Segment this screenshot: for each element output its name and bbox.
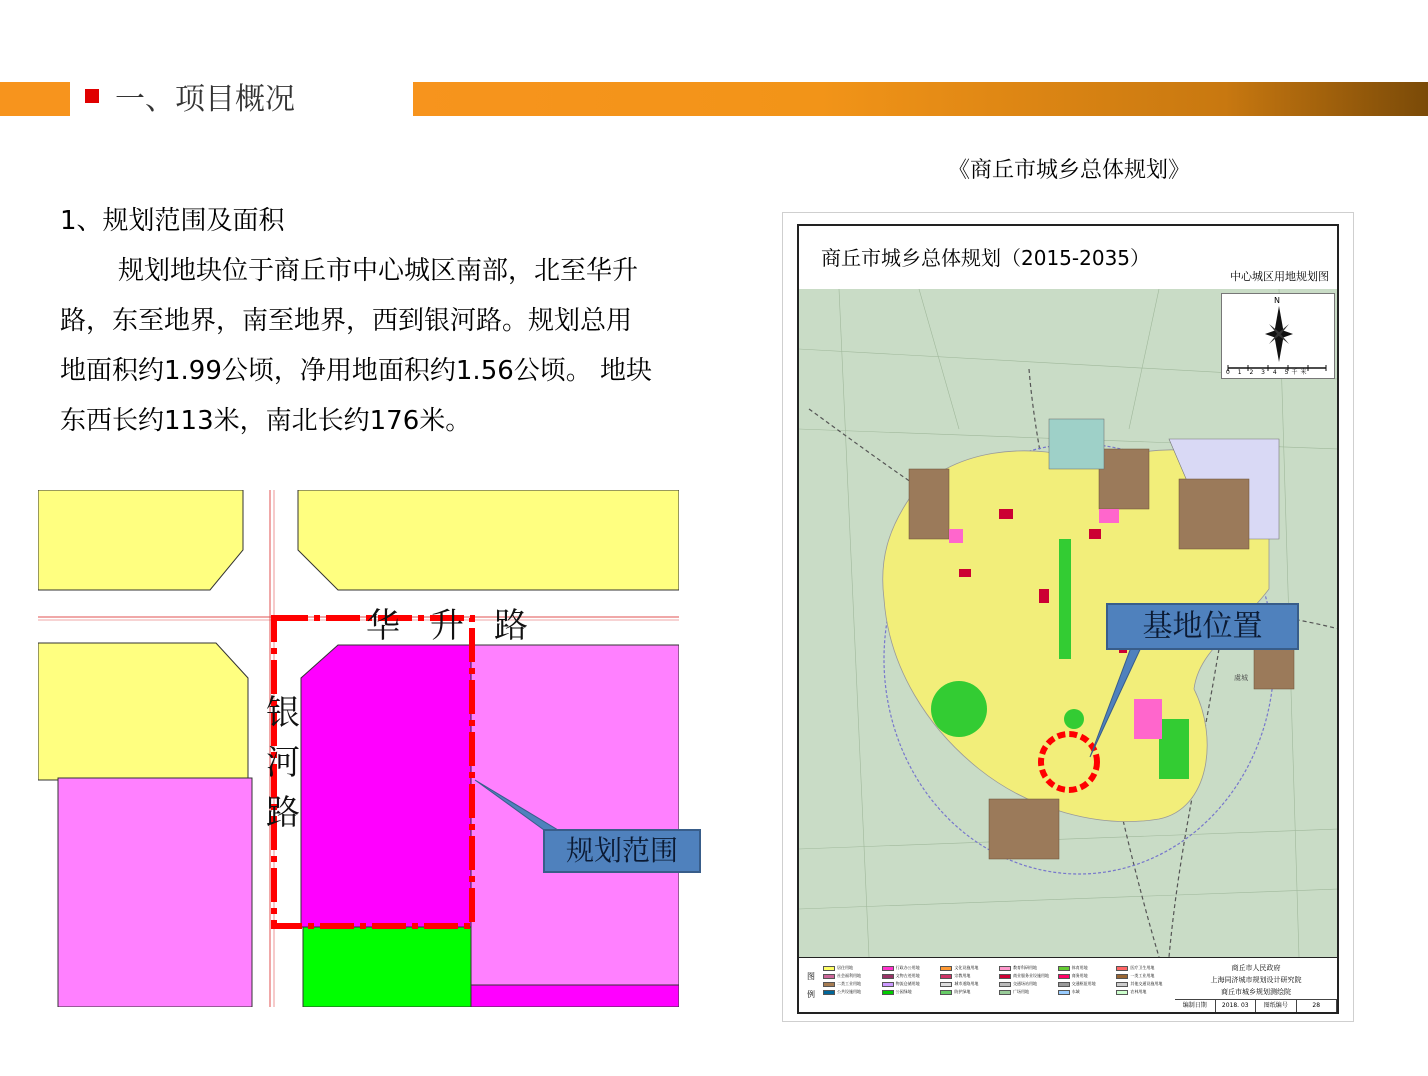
legend-item: [823, 988, 880, 996]
green-block: [303, 927, 471, 1007]
legend-footer: [1175, 999, 1337, 1012]
legend-swatch: [940, 974, 952, 979]
legend-item: [1058, 988, 1115, 996]
legend-label: 文物古迹用地: [895, 973, 920, 978]
scale-bar-label: 0 1 2 3 4 5千米: [1226, 369, 1310, 376]
legend-swatch: [823, 966, 835, 971]
footer-cell: 图纸编号: [1256, 1000, 1297, 1012]
legend-swatch: [1116, 990, 1128, 995]
legend-swatch: [823, 982, 835, 987]
legend-label: 一类工业用地: [1130, 973, 1155, 978]
legend-label: 商务用地: [1071, 973, 1088, 978]
footer-cell: 编制日期: [1175, 1000, 1216, 1012]
legend-item: [999, 988, 1056, 996]
legend-label: 交通场站用地: [1013, 981, 1037, 986]
north-arrow-box: [1221, 293, 1335, 379]
legend-label: 商业服务业设施用地: [1013, 973, 1049, 978]
map-caption: 《商丘市城乡总体规划》: [948, 158, 1191, 183]
legend-label: 居住用地: [837, 965, 853, 970]
legend-grid: [823, 964, 1173, 996]
legend-swatch: [940, 982, 952, 987]
legend-item: [999, 972, 1056, 980]
paragraph-line: 东西长约113米，南北长约176米。: [60, 406, 472, 436]
legend-item: [940, 964, 997, 972]
legend-label: 公共设施用地: [837, 989, 861, 994]
section-paragraph: [60, 246, 700, 446]
map-subtitle: 中心城区用地规划图: [1230, 270, 1329, 283]
road-label-char: 路: [266, 793, 300, 833]
legend-item: [882, 988, 939, 996]
page-title: 一、项目概况: [115, 82, 295, 117]
legend-swatch: [1058, 982, 1070, 987]
map-district-label: 虞城: [1234, 674, 1248, 682]
map-title: 商丘市城乡总体规划（2015-2035）: [821, 246, 1151, 270]
legend-label: 广场用地: [1013, 989, 1029, 994]
legend-label: 行政办公用地: [895, 965, 920, 970]
legend-swatch: [1058, 974, 1070, 979]
legend-label: 医疗卫生用地: [1130, 965, 1155, 970]
legend-item: [823, 972, 880, 980]
residential-block-nw: [38, 490, 243, 590]
residential-block-ne: [298, 490, 679, 590]
commercial-block-e: [471, 645, 679, 1007]
north-label: N: [1274, 296, 1280, 305]
footer-cell: 2018. 03: [1216, 1000, 1257, 1012]
legend-swatch: [882, 974, 894, 979]
legend-item: [940, 988, 997, 996]
site-plan-drawing: [38, 490, 679, 1007]
legend-swatch: [999, 990, 1011, 995]
legend-organizations: [1175, 962, 1337, 998]
org-line: 上海同济城市规划设计研究院: [1210, 976, 1302, 984]
legend-swatch: [940, 990, 952, 995]
footer-cell: 28: [1297, 1000, 1338, 1012]
legend-swatch: [1116, 982, 1128, 987]
legend-swatch: [823, 974, 835, 979]
legend-label: 体育用地: [1071, 965, 1088, 970]
legend-label: 公园绿地: [895, 989, 912, 994]
legend-item: [823, 964, 880, 972]
legend-item: [882, 980, 939, 988]
road-label-huasheng: 华升路: [366, 606, 558, 646]
site-location-callout: 基地位置: [1106, 603, 1299, 650]
legend-label: 水域: [1071, 989, 1080, 994]
legend-label: 文化设施用地: [954, 965, 979, 970]
legend-item: [882, 972, 939, 980]
legend-swatch: [1116, 974, 1128, 979]
legend-label: 农林用地: [1130, 989, 1147, 994]
legend-label: 二类工业用地: [837, 981, 861, 986]
commercial-block-sw: [58, 778, 252, 1007]
legend-item: [1116, 972, 1173, 980]
legend-item: [1058, 972, 1115, 980]
section-heading: 1、规划范围及面积: [60, 206, 285, 236]
legend-label: 社会福利用地: [837, 973, 861, 978]
legend-label: 其他交通设施用地: [1130, 981, 1163, 986]
legend-item: [1058, 964, 1115, 972]
legend-item: [1058, 980, 1115, 988]
paragraph-line: 地面积约1.99公顷，净用地面积约1.56公顷。 地块: [60, 356, 653, 386]
commercial-block-s: [471, 985, 679, 1007]
legend-swatch: [823, 990, 835, 995]
legend-swatch: [1058, 990, 1070, 995]
legend-swatch: [1058, 966, 1070, 971]
planning-scope-callout: 规划范围: [543, 829, 701, 873]
legend-swatch: [999, 966, 1011, 971]
map-legend: [799, 957, 1339, 1014]
legend-label: 宗教用地: [954, 973, 971, 978]
paragraph-line: 路，东至地界，南至地界，西到银河路。规划总用: [60, 306, 633, 336]
legend-label: 教育科研用地: [1013, 965, 1037, 970]
header-bullet-icon: [85, 89, 99, 103]
legend-label: 物流仓储用地: [895, 981, 920, 986]
header-accent-bar: [413, 82, 1428, 116]
planning-site-block: [301, 645, 471, 927]
legend-item: [999, 964, 1056, 972]
legend-swatch: [1116, 966, 1128, 971]
legend-label: 交通枢纽用地: [1071, 981, 1096, 986]
legend-item: [823, 980, 880, 988]
legend-swatch: [999, 974, 1011, 979]
legend-heading: 图例: [807, 972, 815, 999]
legend-item: [999, 980, 1056, 988]
legend-label: 防护绿地: [954, 989, 971, 994]
legend-item: [1116, 964, 1173, 972]
legend-label: 城市道路用地: [954, 981, 979, 986]
legend-swatch: [882, 982, 894, 987]
legend-item: [1116, 988, 1173, 996]
legend-swatch: [882, 990, 894, 995]
header-accent-left: [0, 82, 70, 116]
road-label-char: 银: [266, 693, 300, 733]
residential-block-w: [38, 643, 248, 780]
site-plan-image: [38, 490, 679, 1007]
legend-item: [882, 964, 939, 972]
road-label-yinhe: [266, 688, 306, 838]
road-label-char: 河: [266, 743, 300, 783]
org-line: 商丘市城乡规划测绘院: [1221, 988, 1291, 996]
legend-swatch: [882, 966, 894, 971]
legend-item: [1116, 980, 1173, 988]
paragraph-line: 规划地块位于商丘市中心城区南部，北至华升: [118, 256, 639, 286]
legend-item: [940, 972, 997, 980]
legend-item: [940, 980, 997, 988]
legend-swatch: [940, 966, 952, 971]
legend-swatch: [999, 982, 1011, 987]
org-line: 商丘市人民政府: [1231, 964, 1281, 972]
